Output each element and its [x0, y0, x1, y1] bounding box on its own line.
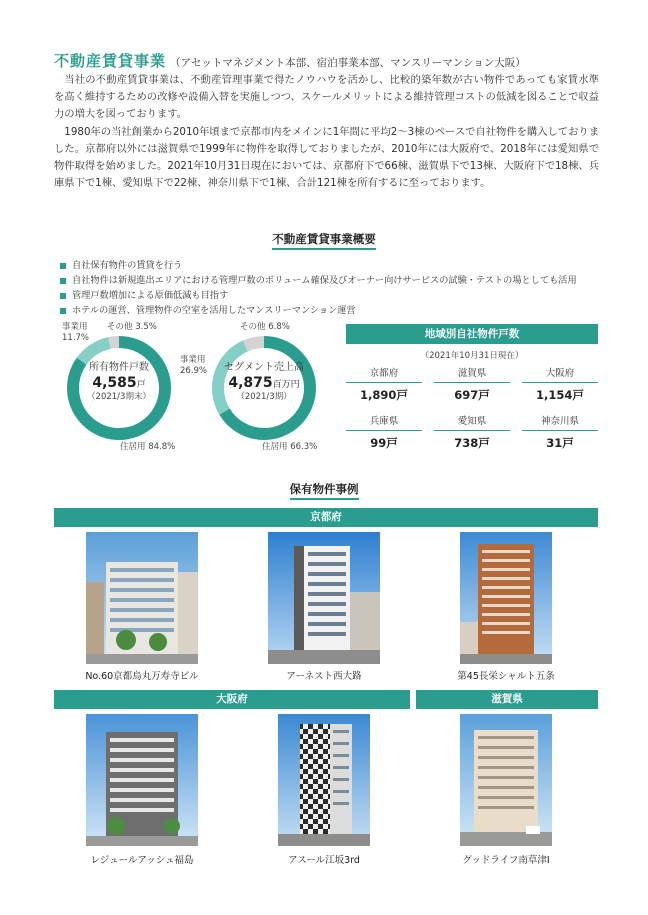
donut-units-label-other: その他 3.5% — [107, 322, 157, 332]
donut-sales-note: （2021/3期） — [236, 392, 292, 402]
region-units-title: 地域別自社物件戸数 — [346, 324, 598, 344]
donut-units-center — [75, 362, 163, 403]
building-photo-3 — [460, 532, 552, 664]
intro-text — [54, 72, 599, 192]
region-units-date: （2021年10月31日現在） — [420, 351, 524, 361]
bullet-square-icon — [60, 308, 66, 314]
building-caption-1: No.60京都烏丸万寿寺ビル — [85, 671, 199, 682]
region-cell-kyoto: 京都府 1,890戸 — [346, 365, 422, 403]
donut-sales-label-other: その他 6.8% — [240, 322, 290, 332]
building-caption-3: 第45長栄シャルト五条 — [457, 671, 555, 682]
bullet-square-icon — [60, 263, 66, 269]
bullet-item: 管理戸数増加による原価低減も目指す — [60, 288, 620, 303]
bullet-item: ホテルの運営、管理物件の空室を活用したマンスリーマンション運営 — [60, 303, 620, 318]
donut-units-label-residential: 住居用 84.8% — [120, 442, 176, 452]
building-photo-6 — [460, 714, 552, 846]
donut-sales-label-residential: 住居用 66.3% — [262, 442, 318, 452]
region-cell-shiga: 滋賀県 697戸 — [434, 365, 510, 403]
region-bar-shiga: 滋賀県 — [416, 690, 598, 709]
donut-units-title: 所有物件戸数 — [89, 362, 149, 373]
building-caption-4: レジュールアッシュ福島 — [90, 855, 194, 866]
intro-paragraph-1: 当社の不動産賃貸事業は、不動産管理事業で得たノウハウを活かし、比較的築年数が古い物件であっても家賃水準を高く維持するための改修や設備入替を実施しつつ、スケールメリットによる維持管理コストの低減を図ることで収益力の増大を図っております。 — [54, 74, 599, 121]
region-cell-aichi: 愛知県 738戸 — [434, 413, 510, 451]
bullet-item: 自社物件は新規進出エリアにおける管理戸数のボリューム確保及びオーナー向けサービスの試験・テストの場としても活用 — [60, 273, 620, 288]
page-subtitle: （アセットマネジメント本部、宿泊事業本部、マンスリーマンション大阪） — [170, 57, 526, 69]
donut-sales-total: 4,875百万円 — [228, 374, 300, 391]
examples-heading: 保有物件事例 — [0, 481, 648, 500]
building-photo-4 — [86, 714, 198, 846]
bullet-item: 自社保有物件の賃貸を行う — [60, 258, 620, 273]
region-bar-osaka: 大阪府 — [54, 690, 410, 709]
intro-paragraph-2: 1980年の当社創業から2010年頃まで京都市内をメインに1年間に平均2～3棟のペースで自社物件を購入しておりました。京都府以外には滋賀県で1999年に物件を取得しておりましたが、2010年には大阪府で、2018年には愛知県で物件取得を始めました。2021年10月31日現在においては、京都府下で66棟、滋賀県下で13棟、大阪府下で18棟、兵庫県下で1棟、愛知県下で22棟、神奈川県下で1棟、合計121棟を所有するに至っております。 — [54, 125, 599, 190]
building-photo-5 — [278, 714, 370, 846]
overview-bullets — [60, 258, 620, 318]
building-caption-2: アーネスト西大路 — [286, 671, 362, 682]
donut-sales-title: セグメント売上高 — [224, 362, 304, 373]
page-title-row — [54, 50, 614, 71]
building-caption-5: アスール江坂3rd — [288, 855, 360, 866]
region-cell-kanagawa: 神奈川県 31戸 — [522, 413, 598, 451]
bullet-square-icon — [60, 293, 66, 299]
building-caption-6: グッドライフ南草津Ⅰ — [462, 855, 550, 866]
donut-units-label-business: 事業用 11.7% — [62, 322, 90, 343]
region-bar-kyoto: 京都府 — [54, 508, 598, 527]
page-title: 不動産賃貸事業 — [54, 52, 167, 70]
overview-heading: 不動産賃貸事業概要 — [0, 231, 648, 250]
region-cell-hyogo: 兵庫県 99戸 — [346, 413, 422, 451]
region-cell-osaka: 大阪府 1,154戸 — [522, 365, 598, 403]
donut-units-total: 4,585戸 — [92, 374, 146, 391]
building-photo-2 — [268, 532, 380, 664]
region-units-grid — [346, 365, 598, 451]
donut-sales-label-business: 事業用 26.9% — [180, 355, 208, 376]
bullet-square-icon — [60, 278, 66, 284]
donut-sales-center — [218, 362, 310, 403]
region-units-panel — [346, 324, 598, 451]
donut-units-note: （2021/3期末） — [87, 392, 151, 402]
building-photo-1 — [86, 532, 198, 664]
